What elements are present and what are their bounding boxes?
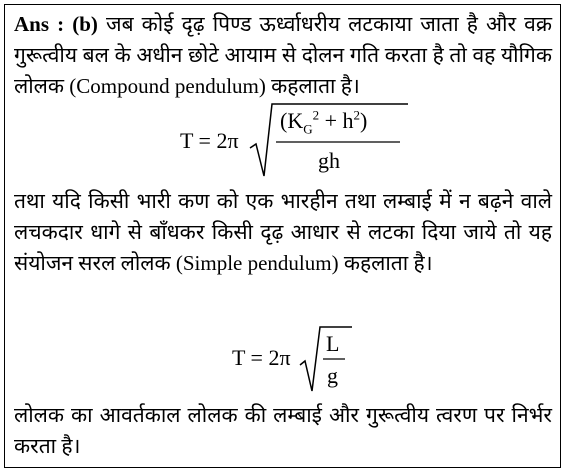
formula-2-denominator: g [327, 363, 338, 388]
formula-2-lhs: T = 2π [232, 345, 291, 370]
paragraph-compound-pendulum [14, 9, 552, 102]
formula-2-numerator: L [326, 331, 340, 356]
formula-simple-pendulum [232, 323, 362, 395]
paragraph-1-text: जब कोई दृढ़ पिण्ड ऊर्ध्वाधरीय लटकाया जाता है और वक्र गुरूत्वीय बल के अधीन छोटे आयाम से दोलन गति करता है तो वह यौगिक लोलक (Compound pendulum) कहलाता है। [14, 12, 552, 98]
formula-1-num-open: (K [280, 108, 304, 133]
formula-1-num-mid: + h [319, 108, 354, 133]
paragraph-period-dependence: लोलक का आवर्तकाल लोलक की लम्बाई और गुरूत्वीय त्वरण पर निर्भर करता है। [14, 403, 552, 458]
formula-1-numerator [280, 107, 368, 137]
formula-1-num-sup1: 2 [312, 107, 320, 123]
formula-1-num-sup2: 2 [353, 107, 361, 123]
formula-1-lhs: T = 2π [180, 128, 239, 153]
paragraph-simple-pendulum: तथा यदि किसी भारी कण को एक भारहीन तथा लम्बाई में न बढ़ने वाले लचकदार धागे से बाँधकर किसी दृढ़ आधार से लटका दिया जाये तो यह संयोजन सरल लोलक (Simple pendulum) कहलाता है। [14, 189, 552, 275]
formula-1-denominator: gh [318, 148, 340, 173]
formula-2-radical [232, 323, 362, 395]
formula-1-num-sub: G [303, 121, 313, 137]
formula-compound-pendulum [180, 100, 410, 182]
formula-1-num-close: ) [360, 108, 368, 133]
answer-label: Ans : (b) [14, 12, 98, 36]
